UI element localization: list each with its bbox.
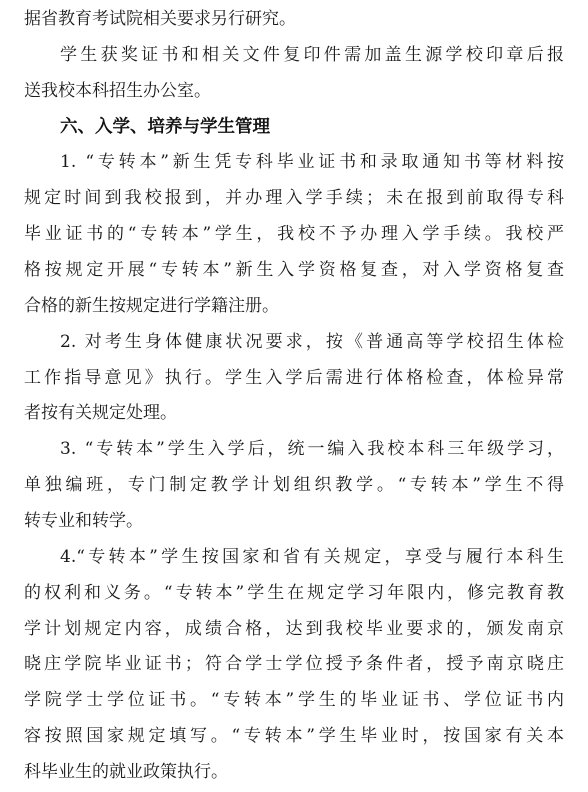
text-line: 者按有关规定处理。	[24, 403, 177, 424]
text-line: 学生获奖证书和相关文件复印件需加盖生源学校印章后报	[60, 44, 564, 65]
text-line: 据省教育考试院相关要求另行研究。	[24, 9, 296, 29]
text-line: 晓庄学院毕业证书；符合学士学位授予条件者，授予南京晓庄	[24, 654, 564, 675]
text-line: 容按照国家规定填写。“专转本”学生毕业时，按国家有关本	[24, 726, 564, 747]
text-line: 1. “专转本”新生凭专科毕业证书和录取通知书等材料按	[60, 152, 564, 173]
text-line: 转专业和转学。	[24, 511, 143, 531]
text-line: 规定时间到我校报到，并办理入学手续；未在报到前取得专科	[24, 188, 564, 209]
text-line: 4.“专转本”学生按国家和省有关规定，享受与履行本科生	[60, 546, 564, 567]
text-line: 送我校本科招生办公室。	[24, 80, 211, 101]
text-line: 合格的新生按规定进行学籍注册。	[24, 295, 279, 316]
section-heading: 六、入学、培养与学生管理	[60, 116, 270, 137]
text-line: 学院学士学位证书。“专转本”学生的毕业证书、学位证书内	[24, 690, 564, 711]
text-line: 2. 对考生身体健康状况要求，按《普通高等学校招生体检	[60, 331, 564, 352]
text-line: 3. “专转本”学生入学后，统一编入我校本科三年级学习，	[60, 439, 564, 460]
text-line: 毕业证书的“专转本”学生，我校不予办理入学手续。我校严	[24, 224, 564, 245]
text-line: 单独编班，专门制定教学计划组织教学。“专转本”学生不得	[24, 475, 564, 496]
text-line: 科毕业生的就业政策执行。	[24, 762, 228, 782]
text-line: 工作指导意见》执行。学生入学后需进行体格检查，体检异常	[24, 367, 564, 388]
text-line: 格按规定开展“专转本”新生入学资格复查，对入学资格复查	[24, 260, 564, 280]
text-line: 的权利和义务。“专转本”学生在规定学习年限内，修完教育教	[24, 582, 564, 603]
text-line: 学计划规定内容，成绩合格，达到我校毕业要求的，颁发南京	[24, 618, 564, 639]
